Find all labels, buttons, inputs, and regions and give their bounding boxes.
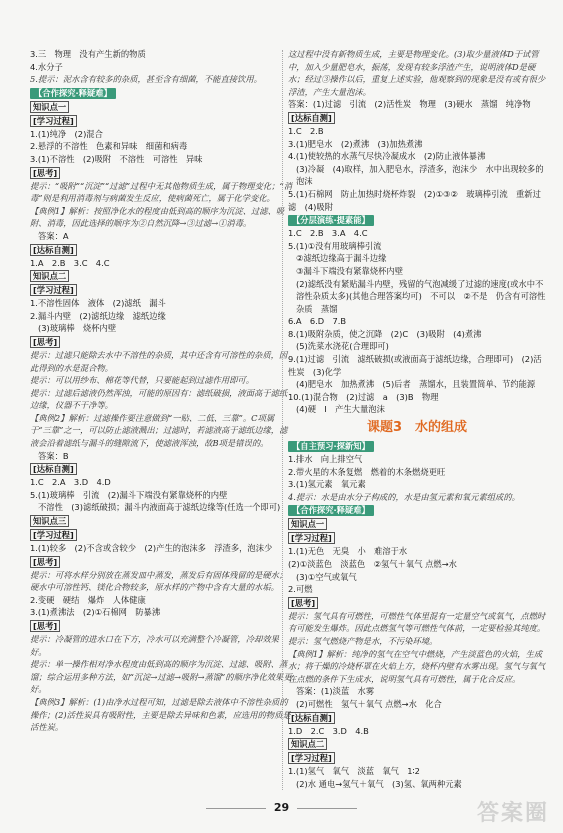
- answer-line: (4)硬 Ⅰ 产生大量泡沫: [296, 404, 385, 415]
- answer-line: 3.(1)肥皂水 (2)煮沸 (3)加热煮沸: [288, 138, 423, 149]
- column-divider: [282, 50, 283, 790]
- answer-line: 1.(1)氢气 氧气 淡蓝 氧气 1∶2: [288, 766, 420, 777]
- subsection-label: [288, 517, 546, 531]
- answer-line: 2.悬浮的不溶性 色素和异味 细菌和病毒: [30, 141, 188, 152]
- answer-line: 1.A 2.B 3.C 4.C: [30, 257, 110, 268]
- answer-line: (4)肥皂水 加热煮沸 (5)后者 蒸馏水，且装置简单、节约能源: [296, 379, 536, 390]
- answer-line: (5)洗菜水浇花(合理即可): [296, 341, 389, 352]
- label-text: [学习过程]: [30, 284, 77, 296]
- answer-line: (2)水 通电→氢气＋氧气 (3)氢、氧两种元素: [296, 778, 462, 789]
- answer-line: (2)①淡蓝色 淡蓝色 ②氢气＋氧气 点燃→水: [288, 559, 457, 569]
- lesson-title: 课题3 水的组成: [366, 420, 468, 436]
- section-heading: [288, 213, 546, 227]
- label-text: [思考]: [288, 597, 318, 609]
- answer-line: 提示：单一操作相对净水程度由低到高的顺序为沉淀、过滤、吸附、蒸馏；综合运用多种方法，如“沉淀→过滤→吸附→蒸馏”的顺序净化效果更好。: [30, 659, 292, 695]
- answer-line: 2.带火星的木条复燃 燃着的木条燃烧更旺: [288, 466, 446, 477]
- subsection-label: [288, 596, 546, 610]
- answer-line: 【典例3】解析：(1)由净水过程可知，过滤是除去液体中不溶性杂质的操作；(2)活性炭具有吸附性，主要是除去异味和色素，应选用的物质是活性炭。: [30, 696, 291, 733]
- left-column: [30, 48, 292, 734]
- label-text: [学习过程]: [288, 752, 335, 764]
- answer-line: 这过程中没有新物质生成，主要是物理变化。(3)取少量液体D于试管中，加入少量肥皂水，振荡，发现有较多浮渣产生，说明液体D是硬水；经过③操作以后，重复上述实验，他观察到的现象是没有或有很少浮渣，产生大量泡沫。: [288, 49, 546, 97]
- answer-line: 提示：过滤只能除去水中不溶性的杂质，其中还含有可溶性的杂质，因此得到的水是混合物。: [30, 349, 288, 373]
- answer-line: 3.三 物理 没有产生新的物质: [30, 49, 146, 59]
- answer-line: 【典例1】解析：纯净的氢气在空气中燃烧，产生淡蓝色的火焰，生成水；将干燥的冷烧杯罩在火焰上方，烧杯内壁有水雾出现。氢气与氧气在点燃的条件下生成水，说明氢气具有可燃性，属于化合反应。: [288, 648, 546, 684]
- page-number-rule-left: [206, 808, 266, 809]
- answer-line: 3.(1)氢元素 氧元素: [288, 479, 366, 490]
- section-heading: [288, 503, 546, 517]
- subsection-label: [30, 555, 292, 569]
- answer-line: 提示：氢气燃烧产物是水，不污染环境。: [288, 635, 438, 646]
- label-text: 【自主预习·探新知】: [288, 441, 374, 452]
- answer-line: 提示：过滤后滤液仍然浑浊，可能的原因有：滤纸破损，液面高于滤纸边缘，仪器不干净等。: [30, 387, 288, 411]
- answer-line: ②滤纸边缘高于漏斗边缘: [296, 253, 387, 264]
- answer-line: (2)可燃性 氢气＋氧气 点燃→水 化合: [296, 698, 442, 709]
- page-number-rule-right: [297, 808, 357, 809]
- answer-line: 1.(1)较多 (2)不含或含较少 (2)产生的泡沫多 浮渣多，泡沫少: [30, 543, 273, 554]
- subsection-label: [30, 243, 292, 257]
- answer-line: 9.(1)过滤 引流 滤纸破损(或液面高于滤纸边缘，合理即可) (2)活性炭 (3)化学: [288, 354, 542, 377]
- subsection-label: [30, 335, 292, 349]
- answer-line: 3.(1)煮沸法 (2)①石棉网 防暴沸: [30, 607, 161, 618]
- label-text: 【合作探究·释疑难】: [30, 88, 116, 99]
- answer-line: 4.提示：水是由水分子构成的，水是由氢元素和氧元素组成的。: [288, 491, 520, 502]
- label-text: [思考]: [30, 167, 60, 179]
- label-text: [学习过程]: [288, 532, 335, 544]
- subsection-label: [30, 114, 292, 128]
- subsection-label: [288, 737, 546, 751]
- answer-line: 1.不溶性固体 液体 (2)滤纸 漏斗: [30, 298, 166, 309]
- answer-line: (3)①空气或氧气: [296, 571, 357, 582]
- label-text: [学习过程]: [30, 115, 77, 127]
- subsection-label: [30, 166, 292, 180]
- label-text: 知识点二: [30, 270, 69, 282]
- answer-line: 提示：氢气具有可燃性，可燃性气体里混有一定量空气或氧气，点燃时有可能发生爆炸。因此点燃氢气等可燃性气体前，一定要检验其纯度。: [288, 610, 546, 634]
- answer-line: 1.排水 向上排空气: [288, 454, 363, 465]
- answer-line: 【典例1】解析：按照净化水的程度由低到高的顺序为沉淀、过滤、吸附、消毒，因此选择的顺序为②自然沉降→③过滤→①消毒。: [30, 205, 285, 229]
- answer-line: 6.A 6.D 7.B: [288, 316, 347, 327]
- label-text: [达标自测]: [30, 244, 77, 256]
- subsection-label: [288, 711, 546, 725]
- answer-line: 3.(1)不溶性 (2)吸附 不溶性 可溶性 异味: [30, 153, 203, 164]
- answer-line: (2)滤纸没有紧贴漏斗内壁，残留的气泡减缓了过滤的速度(或水中不溶性杂质太多)(其他合理答案均可) 不可以 ②不是 仍含有可溶性杂质 蒸馏: [296, 278, 546, 314]
- answer-line: 答案：(1)淡蓝 水雾: [296, 686, 375, 697]
- label-text: 知识点一: [30, 101, 69, 113]
- answer-line: ③漏斗下端没有紧靠烧杯内壁: [296, 265, 404, 276]
- answer-line: 提示：“吸附”“沉淀”“过滤”过程中无其他物质生成，属于物理变化；“消毒”则是利用消毒剂与病菌发生反应，使病菌死亡，属于化学变化。: [30, 180, 293, 204]
- answer-line: 不溶性 (3)滤纸破损；漏斗内液面高于滤纸边缘等(任选一个即可): [38, 502, 281, 513]
- subsection-label: [30, 100, 292, 114]
- answer-line: 1.C 2.B: [288, 125, 324, 136]
- page-number-text: 29: [273, 801, 290, 814]
- subsection-label: [30, 528, 292, 542]
- answer-line: 10.(1)混合物 (2)过滤 a (3)B 物理: [288, 391, 439, 402]
- answer-line: 4.(1)使较热的水蒸气尽快冷凝成水 (2)防止液体暴沸: [288, 151, 486, 162]
- subsection-label: [288, 751, 546, 765]
- answer-line: 提示：冷凝管的进水口在下方，冷水可以充满整个冷凝管，冷却效果好。: [30, 634, 279, 657]
- right-column: [288, 48, 546, 790]
- label-text: 知识点一: [288, 518, 327, 530]
- subsection-label: [30, 514, 292, 528]
- answer-line: 1.C 2.B 3.A 4.C: [288, 228, 368, 239]
- answer-line: 答案：(1)过滤 引流 (2)活性炭 物理 (3)硬水 蒸馏 纯净物: [288, 99, 531, 110]
- subsection-label: [288, 111, 546, 125]
- answer-line: 2.可燃: [288, 584, 313, 595]
- label-text: 知识点二: [288, 738, 327, 750]
- answer-line: 1.D 2.C 3.D 4.B: [288, 725, 369, 736]
- label-text: [思考]: [30, 620, 60, 632]
- label-text: 知识点三: [30, 515, 69, 527]
- subsection-label: [30, 283, 292, 297]
- label-text: [思考]: [30, 556, 60, 568]
- label-text: [达标自测]: [288, 712, 335, 724]
- answer-line: 提示：可将水样分别放在蒸发皿中蒸发，蒸发后有固体残留的是硬水；硬水中可溶性钙、镁化合物较多，原水样的产物中含有大量的水垢。: [30, 569, 288, 593]
- answer-line: 5.(1)①没有用玻璃棒引流: [288, 240, 382, 251]
- answer-line: (3)玻璃棒 烧杯内壁: [38, 323, 117, 334]
- answer-line: 1.C 2.A 3.D 4.D: [30, 477, 111, 488]
- answer-line: 提示：可以用纱布、棉花等代替，只要能起到过滤作用即可。: [30, 375, 255, 386]
- answer-line: 2.漏斗内壁 (2)滤纸边缘 滤纸边缘: [30, 310, 166, 321]
- label-text: 【分层演练·提素能】: [288, 215, 374, 226]
- section-heading: [30, 86, 292, 100]
- answer-line: 答案：B: [38, 450, 69, 461]
- answer-line: 5.(1)玻璃棒 引流 (2)漏斗下端没有紧靠烧杯的内壁: [30, 489, 228, 500]
- subsection-label: [288, 531, 546, 545]
- answer-line: 4.水分子: [30, 61, 63, 72]
- answer-line: 5.(1)石棉网 防止加热时烧杯炸裂 (2)①③② 玻璃棒引流 重新过滤 (4)吸附: [288, 188, 541, 212]
- answer-line: 8.(1)吸附杂质，使之沉降 (2)C (3)吸附 (4)煮沸: [288, 328, 482, 339]
- answer-line: 5.提示：泥水含有较多的杂质，甚至含有细菌，不能直接饮用。: [30, 74, 262, 85]
- label-text: [学习过程]: [30, 529, 77, 541]
- label-text: [达标自测]: [288, 112, 335, 124]
- answer-line: 2.变硬 硬结 爆炸 人体健康: [30, 594, 146, 605]
- answer-line: 1.(1)无色 无臭 小 难溶于水: [288, 546, 408, 557]
- subsection-label: [30, 619, 292, 633]
- watermark-logo: 答案圈: [476, 801, 549, 826]
- label-text: 【合作探究·释疑难】: [288, 505, 374, 516]
- answer-line: 答案：A: [38, 230, 69, 241]
- section-heading: [288, 439, 546, 453]
- answer-line: 1.(1)纯净 (2)混合: [30, 128, 103, 139]
- answer-line: 【典例2】解析：过滤操作要注意做到“一贴、二低、三靠”。C项属于“三靠”之一，可以防止滤液溅出；过滤时，若滤液高于滤纸边缘，滤液会沿着滤纸与漏斗的缝隙流下，使滤液浑浊，故B项是错误的。: [30, 412, 288, 449]
- subsection-label: [30, 462, 292, 476]
- subsection-label: [30, 269, 292, 283]
- answer-line: (3)冷凝 (4)取样，加入肥皂水，浮渣多，泡沫少 水中出现较多的泡沫: [296, 163, 544, 187]
- label-text: [思考]: [30, 336, 60, 348]
- label-text: [达标自测]: [30, 463, 77, 475]
